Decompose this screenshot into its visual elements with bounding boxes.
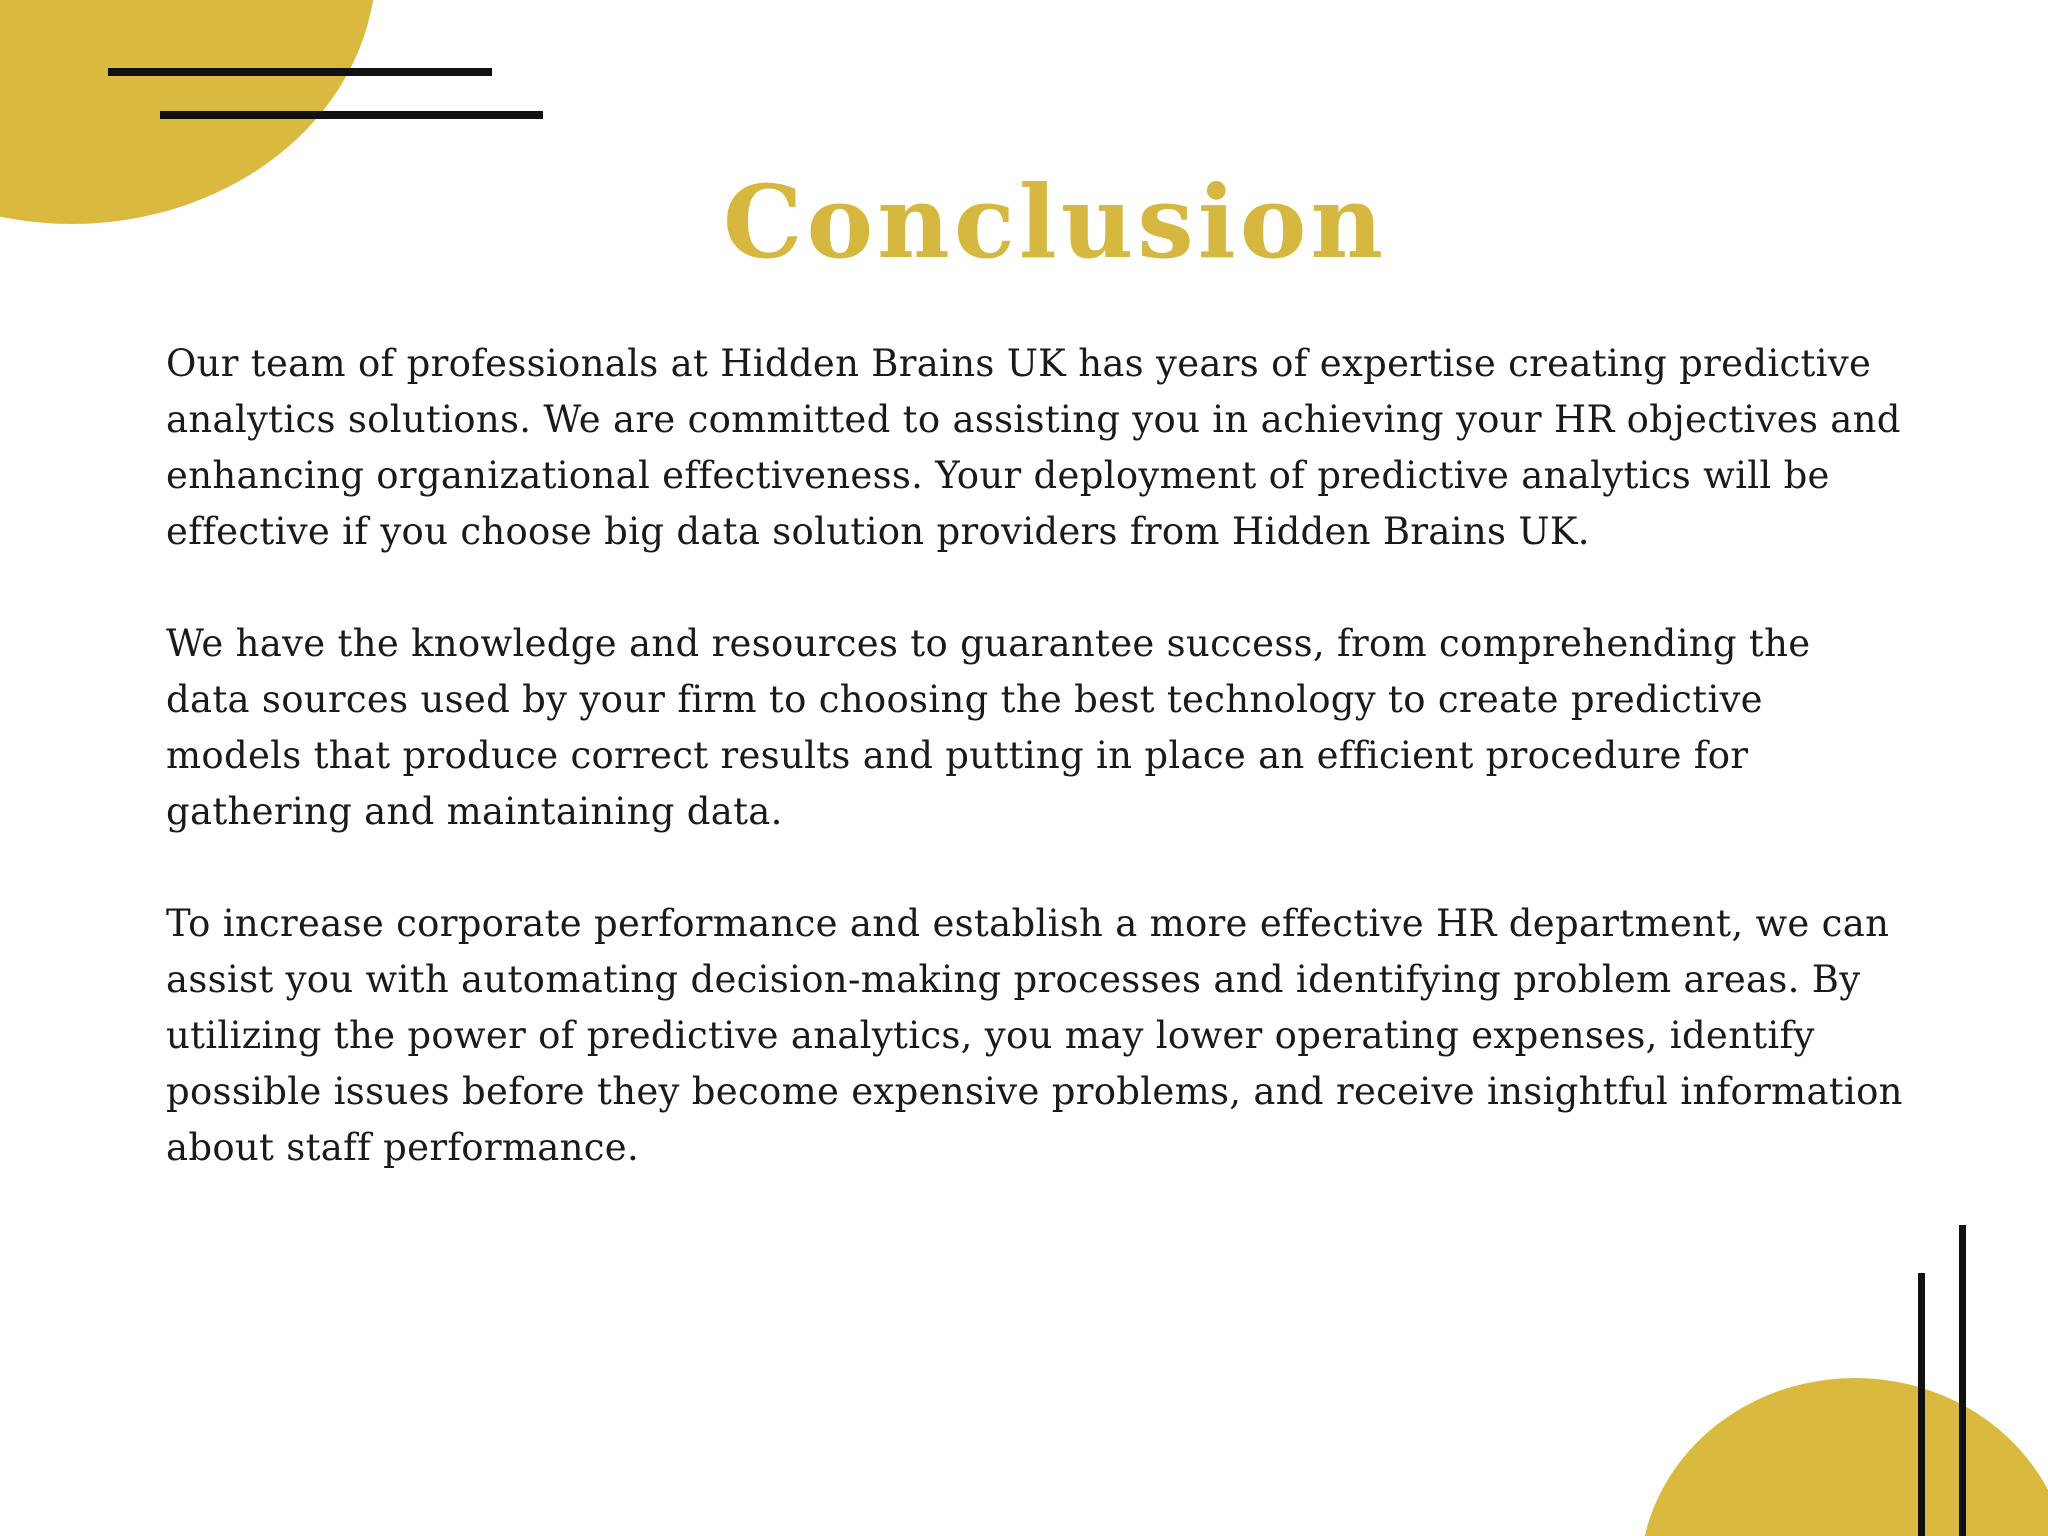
decorative-line-bottom-1 <box>1918 1273 1925 1536</box>
paragraph-3: To increase corporate performance and establish a more effective HR department, we can assist you with automating decision-making processes and identifying problem areas. By utilizing the power of predictive analytics, you may lower operating expenses, identify possible issues before they become expensive problems, and receive insightful information about staff performance. <box>166 902 1903 1169</box>
paragraph-2: We have the knowledge and resources to guarantee success, from comprehending the data sources used by your firm to choosing the best technology to create predictive models that produce correct results and putting in place an efficient procedure for gathering and maintaining data. <box>166 622 1811 833</box>
decorative-line-bottom-2 <box>1959 1225 1966 1536</box>
decorative-line-top-1 <box>108 68 492 76</box>
decorative-circle-bottom-right <box>1640 1378 2048 1536</box>
paragraph-1: Our team of professionals at Hidden Brains UK has years of expertise creating predictive analytics solutions. We are committed to assisting you in achieving your HR objectives and enhancing organizational effectiveness. Your deployment of predictive analytics will be effective if you choose big data solution providers from Hidden Brains UK. <box>166 342 1901 553</box>
decorative-line-top-2 <box>160 111 543 119</box>
slide-title: Conclusion <box>722 163 1388 281</box>
slide-body <box>166 336 1906 1232</box>
